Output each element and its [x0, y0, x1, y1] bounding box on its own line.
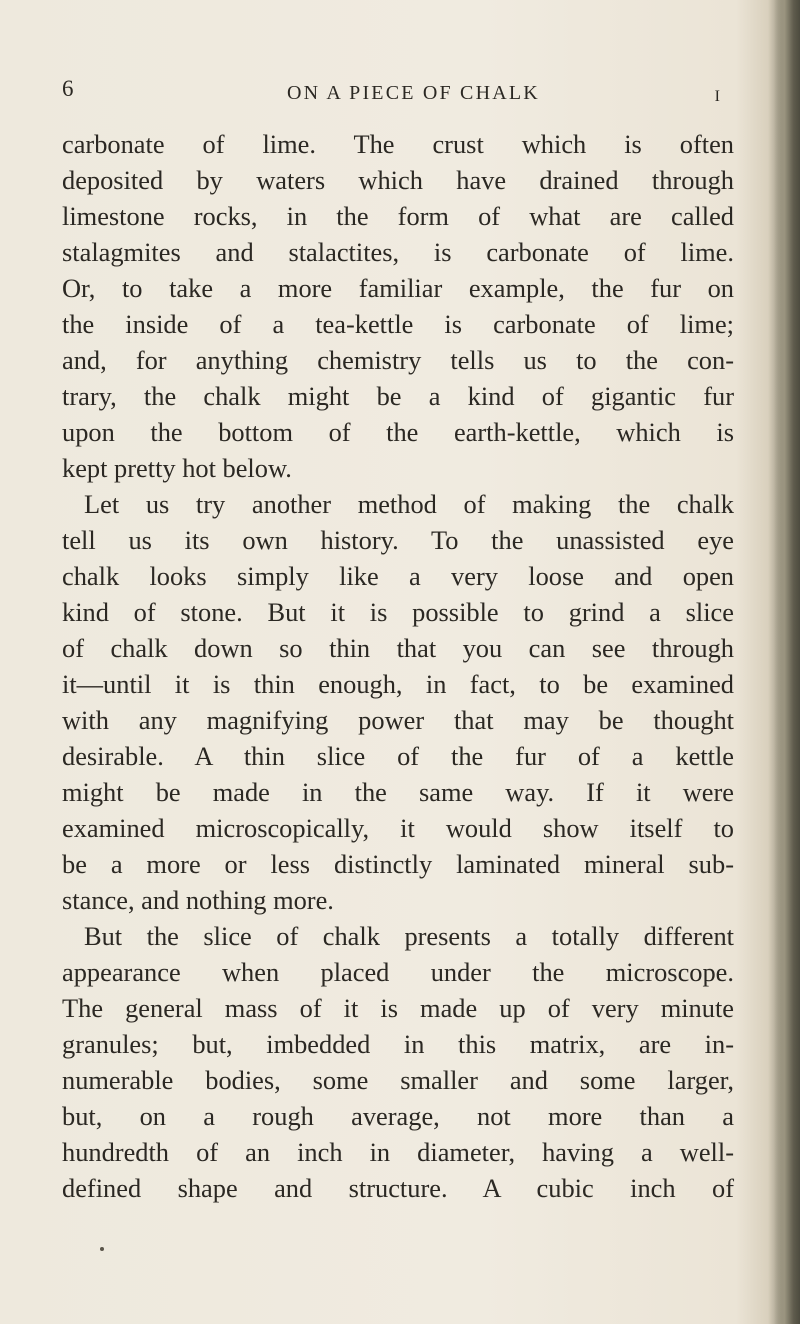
text-line: be a more or less distinctly laminated mineral sub-: [62, 849, 734, 879]
text-line: The general mass of it is made up of very minute: [62, 993, 734, 1023]
text-line: stalagmites and stalactites, is carbonate of lime.: [62, 237, 734, 267]
text-line: deposited by waters which have drained through: [62, 165, 734, 195]
text-line: Or, to take a more familiar example, the fur on: [62, 273, 734, 303]
text-line: limestone rocks, in the form of what are called: [62, 201, 734, 231]
text-line: but, on a rough average, not more than a: [62, 1101, 734, 1131]
running-head: ON A PIECE OF CHALK: [287, 82, 540, 104]
text-line: appearance when placed under the microscope.: [62, 957, 734, 987]
text-line: examined microscopically, it would show itself to: [62, 813, 734, 843]
ink-speck: [100, 1247, 104, 1251]
text-line: trary, the chalk might be a kind of gigantic fur: [62, 381, 734, 411]
text-line: it—until it is thin enough, in fact, to be examined: [62, 669, 734, 699]
text-line: the inside of a tea-kettle is carbonate of lime;: [62, 309, 734, 339]
text-line: of chalk down so thin that you can see through: [62, 633, 734, 663]
text-line: numerable bodies, some smaller and some larger,: [62, 1065, 734, 1095]
text-line: carbonate of lime. The crust which is often: [62, 129, 734, 159]
text-line: upon the bottom of the earth-kettle, which is: [62, 417, 734, 447]
text-line: and, for anything chemistry tells us to the con-: [62, 345, 734, 375]
text-line: desirable. A thin slice of the fur of a kettle: [62, 741, 734, 771]
page-gutter-shadow: [774, 0, 800, 1324]
text-line: kept pretty hot below.: [62, 453, 292, 483]
text-line: tell us its own history. To the unassisted eye: [62, 525, 734, 555]
text-line: might be made in the same way. If it were: [62, 777, 734, 807]
text-line: kind of stone. But it is possible to grind a slice: [62, 597, 734, 627]
page-number: 6: [62, 76, 75, 101]
text-line: But the slice of chalk presents a totally different: [84, 921, 734, 951]
text-line: Let us try another method of making the chalk: [84, 489, 734, 519]
text-line: hundredth of an inch in diameter, having a well-: [62, 1137, 734, 1167]
text-line: stance, and nothing more.: [62, 885, 334, 915]
body-text: [62, 126, 734, 1206]
text-line: with any magnifying power that may be thought: [62, 705, 734, 735]
chapter-mark: I: [714, 88, 720, 105]
text-line: granules; but, imbedded in this matrix, are in-: [62, 1029, 734, 1059]
page-header: [62, 76, 720, 112]
text-line: chalk looks simply like a very loose and open: [62, 561, 734, 591]
text-line: defined shape and structure. A cubic inch of: [62, 1173, 734, 1203]
